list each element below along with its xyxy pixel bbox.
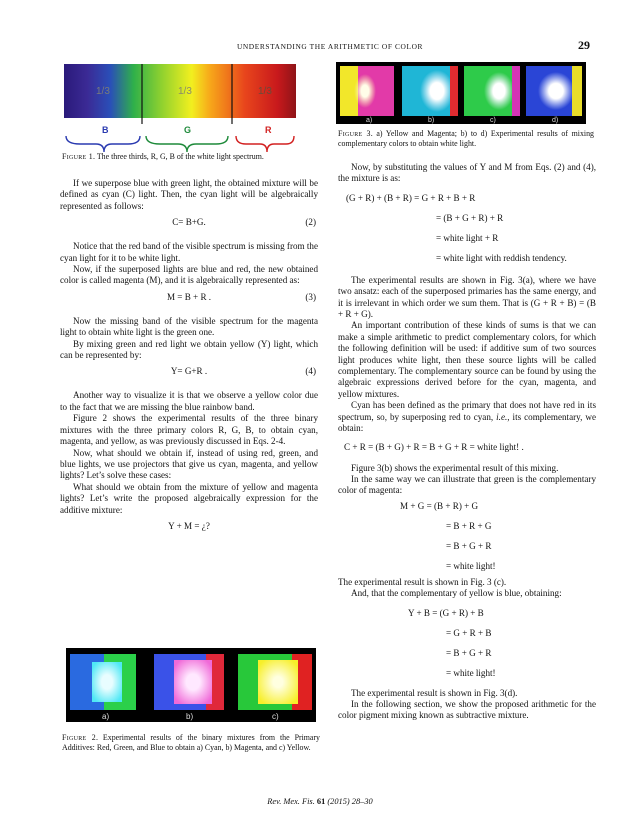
fig3-label-b: b)	[428, 117, 435, 124]
paragraph: An important contribution of these kinds of sums is that we can make a simple arithmetic to predict complementary colors, for which the following definition will be used: if additive sum of two sources light produces white light, then these source lights will be called complementary. The complementary source can be found by using the algebraic expressions derived before for the cyan, magenta, and yellow mixtures.	[338, 320, 596, 399]
figure-3	[336, 62, 586, 124]
paragraph: The experimental result is shown in Fig. 3 (c).	[338, 576, 507, 587]
band-label-b: B	[102, 125, 109, 135]
paragraph: Figure 2 shows the experimental results of the three binary mixtures with the three primary colors R, G, B, to obtain cyan, magenta, and yellow, as was previously discussed in Eqs. 2-4.	[60, 413, 318, 447]
paragraph: The experimental results are shown in Fig. 3(a), where we have two ansatz: each of the superposed primaries has the same energy, and it is irrelevant in which order we sum them. That is (G + R + B) = (B + R + G).	[338, 274, 596, 320]
equation-2: C= B+G. (2)	[172, 217, 316, 228]
math-line: = white light!	[446, 560, 496, 571]
paragraph: Now the missing band of the visible spectrum for the magenta light to obtain white light is the green one.	[60, 315, 318, 338]
math-line: = B + R + G	[446, 520, 492, 531]
math-line: = G + R + B	[446, 627, 492, 638]
figure-2	[66, 648, 316, 722]
math-line: = white light with reddish tendency.	[436, 252, 567, 263]
math-line: = white light!	[446, 667, 496, 678]
math-line: = B + G + R	[446, 647, 492, 658]
math-line: = (B + G + R) + R	[436, 212, 504, 223]
figure-3-image	[336, 62, 586, 124]
third-label-b: 1/3	[96, 86, 110, 97]
math-line: M + G = (B + R) + G	[400, 500, 479, 511]
figure-2-caption: Figure 2. Experimental results of the binary mixtures from the Primary Additives: Red, Green, and Blue to obtain a) Cyan, b) Magenta, and c) Yellow.	[62, 733, 320, 752]
fig3-label-c: c)	[490, 117, 496, 124]
fig2-label-a: a)	[102, 712, 110, 721]
brace-g	[146, 136, 228, 152]
paragraph: If we superpose blue with green light, the obtained mixture will be defined as cyan (C) light. Then, the cyan light will be algebraically represented as follows:	[60, 178, 318, 211]
math-line: Y + B = (G + R) + B	[408, 607, 484, 618]
fig3-label-a: a)	[366, 117, 373, 124]
paragraph: Now, if the superposed lights are blue and red, the new obtained color is called magenta (M), and it is algebraically represented as:	[60, 264, 318, 286]
equation-5: Y + M = ¿?	[168, 520, 210, 531]
fig2-label-b: b)	[186, 712, 194, 721]
paragraph: And, that the complementary of yellow is blue, obtaining:	[351, 588, 562, 599]
figure-3-caption: Figure 3. a) Yellow and Magenta; b) to d) Experimental results of mixing complementary colors to obtain white light.	[338, 129, 594, 148]
equation-4: Y= G+R . (4)	[170, 366, 316, 377]
third-label-r: 1/3	[258, 86, 272, 97]
paragraph: What should we obtain from the mixture of yellow and magenta lights? Let’s write the proposed algebraically expression for the additive mixture:	[60, 481, 318, 515]
third-label-g: 1/3	[178, 86, 192, 97]
page-number: 29	[578, 38, 590, 52]
paragraph: The experimental result is shown in Fig. 3(d).	[351, 687, 518, 698]
right-column	[338, 162, 596, 722]
math-line: (G + R) + (B + R) = G + R + B + R	[346, 192, 476, 203]
figure-2-image	[66, 648, 316, 722]
equation-3: M = B + R . (3)	[166, 291, 316, 302]
figure-1-caption: Figure 1. The three thirds, R, G, B of the white light spectrum.	[62, 152, 264, 161]
paragraph: Now, what should we obtain if, instead of using red, green, and blue lights, we use projectors that give us cyan, magenta, and yellow lights? Let’s solve these cases:	[60, 447, 318, 481]
paragraph: In the following section, we show the proposed arithmetic for the color pigment mixing known as subtractive mixture.	[338, 698, 596, 721]
spectrum-image	[60, 64, 300, 160]
paragraph: Now, by substituting the values of Y and M from Eqs. (2) and (4), the mixture is as:	[338, 162, 596, 184]
brace-r	[236, 136, 294, 152]
fig3-label-d: d)	[552, 117, 559, 124]
fig2-label-c: c)	[272, 712, 279, 721]
band-label-g: G	[184, 125, 192, 135]
brace-b	[66, 136, 140, 152]
paragraph: Cyan has been defined as the primary that does not have red in its spectrum, so, by superposing red to cyan, i.e., its complementary, we obtain:	[338, 400, 596, 434]
paragraph: By mixing green and red light we obtain yellow (Y) light, which can be represented by:	[60, 338, 318, 361]
left-column	[60, 178, 318, 538]
band-label-r: R	[265, 125, 272, 135]
running-title: UNDERSTANDING THE ARITHMETIC OF COLOR	[236, 42, 424, 51]
equation-cyan-red: C + R = (B + G) + R = B + G + R = white light! .	[344, 441, 524, 452]
paragraph: Another way to visualize it is that we observe a yellow color due to the fact that we are missing the blue rainbow band.	[60, 390, 318, 412]
paragraph: Figure 3(b) shows the experimental result of this mixing.	[351, 462, 559, 473]
journal-footer: Rev. Mex. Fis. 61 (2015) 28–30	[267, 797, 373, 806]
paragraph: In the same way we can illustrate that green is the complementary color of magenta:	[338, 473, 596, 496]
math-line: = white light + R	[436, 232, 499, 243]
math-line: = B + G + R	[446, 540, 492, 551]
figure-1	[60, 64, 300, 160]
paragraph: Notice that the red band of the visible spectrum is missing from the cyan light for it to be white light.	[60, 241, 318, 263]
